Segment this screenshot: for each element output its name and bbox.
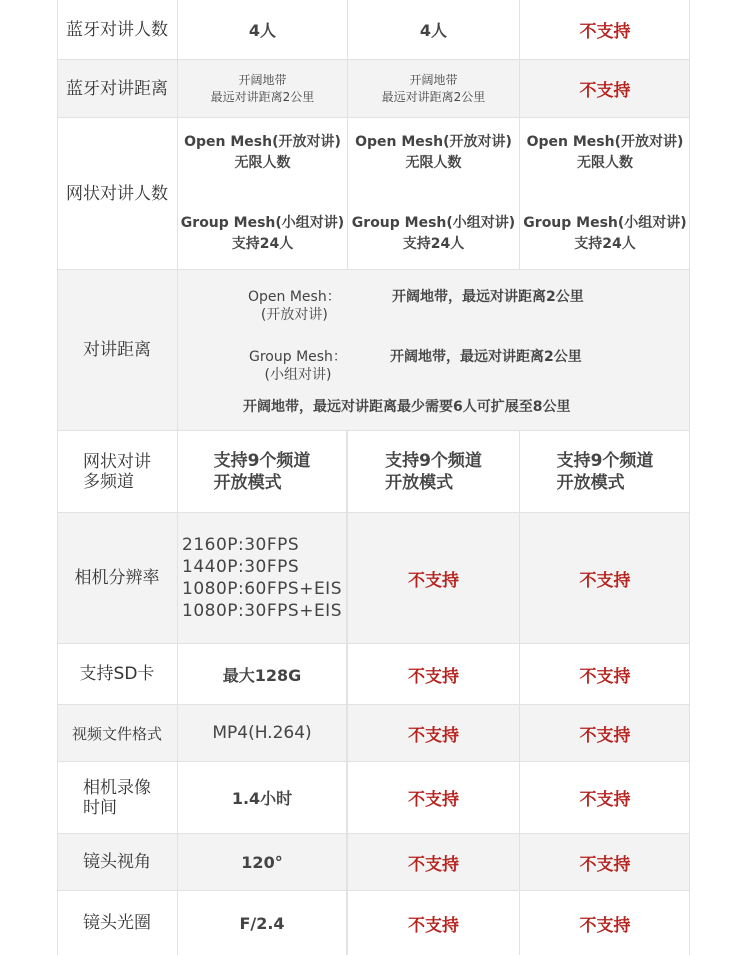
unsupported-text: 不支持 [408,570,459,591]
unsupported-text: 不支持 [408,790,459,810]
value-cell [348,60,520,117]
value-cell [520,762,690,833]
value-cell [520,834,690,890]
value-cell [178,891,348,955]
row-label: 支持SD卡 [79,664,155,684]
value-text: Open Mesh(开放对讲) [184,134,341,150]
row-label: 镜头视角 [83,852,151,872]
resolution-item: 1080P:60FPS+EIS [182,579,342,599]
open-mesh-desc: 开阔地带，最远对讲距离2公里 [392,289,584,305]
value-cell [520,0,690,59]
open-mesh-name [248,288,341,324]
value-text: 支持9个频道 [556,450,654,471]
value-text: 无限人数 [405,155,462,171]
value-text: Group Mesh(小组对讲) [523,215,687,231]
row-lens-aperture [57,891,690,955]
table-left-border [57,0,58,955]
value-text: Open Mesh(开放对讲) [526,134,684,150]
value-cell [520,431,690,512]
row-label-cell [57,644,178,704]
row-label-cell [57,431,178,512]
value-text: 支持9个频道 [385,450,482,471]
row-sd-card [57,644,690,705]
resolution-item: 1440P:30FPS [182,557,300,577]
row-lens-fov [57,834,690,891]
value-cell [348,762,520,833]
open-mesh-block [527,132,684,174]
value-cell [520,513,690,643]
value-text: 120° [241,852,283,872]
value-cell [178,60,348,117]
value-text: 开阔地带 [409,72,458,87]
value-text: 最远对讲距离2公里 [210,89,315,104]
open-mesh-block [355,132,512,174]
row-recording-time [57,762,690,834]
row-bluetooth-intercom-distance [57,60,690,118]
unsupported-text: 不支持 [579,570,631,591]
value-cell [520,118,690,269]
group-mesh-block [181,213,344,255]
unsupported-text: 不支持 [579,81,631,101]
value-cell [178,431,348,512]
value-text: MP4(H.264) [212,723,312,743]
row-label: 蓝牙对讲距离 [66,78,168,99]
value-cell [520,705,690,761]
row-mesh-intercom-count [57,118,690,270]
row-label: 对讲距离 [83,340,151,360]
distance-note: 开阔地带，最远对讲距离最少需要6人可扩展至8公里 [243,399,571,415]
unsupported-text: 不支持 [579,666,631,687]
row-label-cell [57,270,178,430]
value-cell [348,834,520,890]
value-cell [178,644,348,704]
row-label: 蓝牙对讲人数 [66,19,168,40]
merged-value-cell [178,270,690,430]
row-label-cell [57,891,178,955]
table-right-border [689,0,690,955]
value-cell [348,891,520,955]
unsupported-text: 不支持 [408,725,459,746]
value-text: 支持24人 [402,236,465,252]
value-text: 4人 [248,21,277,40]
value-text: 无限人数 [576,155,633,171]
row-camera-resolution [57,513,690,644]
group-mesh-name [249,348,347,384]
row-video-format [57,705,690,762]
row-label: 时间 [83,797,117,818]
value-text: 1.4小时 [231,789,293,808]
value-text: Open Mesh： [248,289,341,305]
value-text: Group Mesh： [249,349,347,365]
unsupported-text: 不支持 [579,22,631,42]
group-mesh-desc: 开阔地带，最远对讲距离2公里 [390,349,582,365]
row-label-cell [57,0,178,59]
value-text: 支持24人 [574,236,636,252]
value-cell [520,891,690,955]
row-label-cell [57,705,178,761]
value-text: F/2.4 [239,913,285,933]
value-cell [348,513,520,643]
resolution-item: 2160P:30FPS [182,535,300,555]
unsupported-text: 不支持 [579,915,631,936]
value-text: 4人 [419,21,448,40]
unsupported-text: 不支持 [408,854,459,875]
row-mesh-multi-channel [57,431,690,513]
value-cell [178,705,348,761]
value-cell [178,834,348,890]
row-label: 视频文件格式 [71,724,162,743]
value-text: 开放模式 [213,472,282,493]
value-cell [348,705,520,761]
row-label: 镜头光圈 [83,913,151,933]
value-cell [178,762,348,833]
unsupported-text: 不支持 [408,915,459,936]
row-label: 相机录像 [83,777,151,798]
value-text: Group Mesh(小组对讲) [180,215,345,231]
value-cell [348,118,520,269]
row-intercom-distance [57,270,690,431]
unsupported-text: 不支持 [408,666,459,687]
row-bluetooth-intercom-count [57,0,690,60]
spec-comparison-table [57,0,690,955]
row-label-cell [57,60,178,117]
value-text: 支持9个频道 [213,450,311,471]
value-cell [348,0,520,59]
value-text: 开放模式 [385,472,454,493]
value-text: 支持24人 [231,236,294,252]
row-label-cell [57,513,178,643]
row-label-cell [57,118,178,269]
value-text: 无限人数 [234,155,291,171]
value-cell [178,0,348,59]
value-text: 最大128G [222,665,302,685]
group-mesh-block [523,213,686,255]
row-label: 多频道 [83,471,134,492]
row-label-cell [57,834,178,890]
value-text: Group Mesh(小组对讲) [351,215,516,231]
row-label: 网状对讲人数 [66,183,168,204]
resolution-item: 1080P:30FPS+EIS [182,601,342,621]
row-label: 网状对讲 [83,451,151,472]
value-text: Open Mesh(开放对讲) [355,134,512,150]
value-text: (开放对讲) [260,307,328,323]
value-cell [348,644,520,704]
value-cell [348,431,520,512]
value-cell [178,513,348,643]
value-text: 最远对讲距离2公里 [381,89,486,104]
value-cell [520,644,690,704]
group-mesh-block [352,213,515,255]
unsupported-text: 不支持 [579,854,631,875]
value-text: 开阔地带 [238,72,287,87]
unsupported-text: 不支持 [579,790,631,810]
open-mesh-block [184,132,341,174]
row-label: 相机分辨率 [74,568,160,588]
value-text: 开放模式 [556,472,625,493]
row-label-cell [57,762,178,833]
value-text: (小组对讲) [264,367,332,383]
value-cell [178,118,348,269]
unsupported-text: 不支持 [579,725,631,746]
value-cell [520,60,690,117]
